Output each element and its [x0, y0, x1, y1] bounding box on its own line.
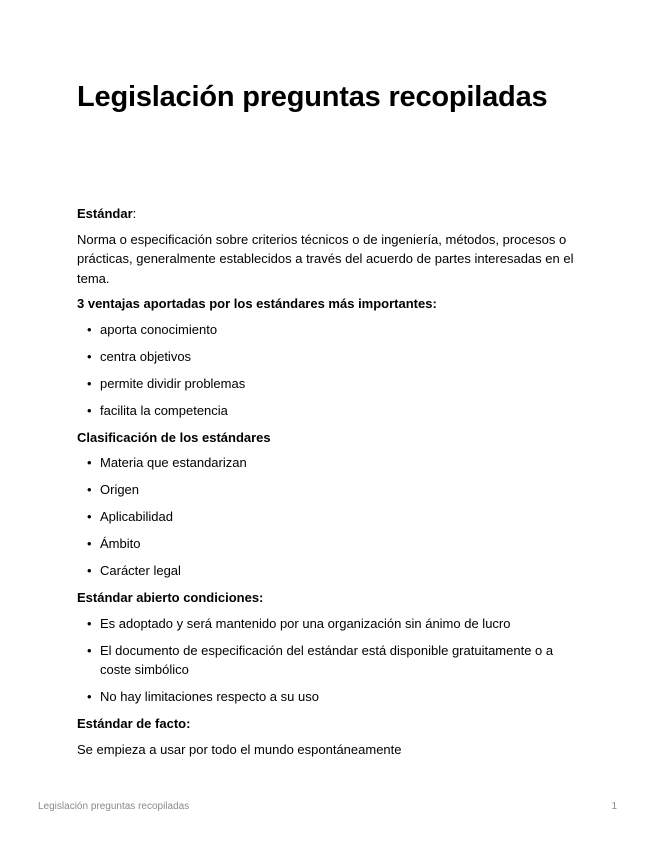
bullet-icon: • [87, 348, 92, 364]
list-item [77, 347, 577, 367]
bullet-icon: • [87, 509, 92, 524]
bullet-icon: • [87, 536, 92, 551]
list-item [77, 320, 577, 340]
list-item-text: permite dividir problemas [100, 375, 246, 391]
abierto-heading: Estándar abierto condiciones: [77, 590, 264, 605]
facto-heading: Estándar de facto: [77, 716, 191, 731]
list-item [77, 374, 577, 394]
bullet-icon: • [87, 321, 92, 337]
clasificacion-heading: Clasificación de los estándares [77, 429, 271, 445]
bullet-icon: • [87, 689, 92, 704]
clasificacion-list [77, 453, 577, 581]
estandar-colon: : [132, 206, 137, 221]
bullet-icon: • [87, 455, 92, 470]
list-item-text: El documento de especificación del estándar está disponible gratuitamente o a coste simbólico [100, 642, 554, 677]
bullet-icon: • [87, 375, 92, 391]
list-item-text: Aplicabilidad [100, 509, 173, 524]
bullet-icon: • [87, 402, 92, 418]
footer-title: Legislación preguntas recopiladas [38, 801, 190, 812]
list-item-text: No hay limitaciones respecto a su uso [100, 689, 319, 704]
bullet-icon: • [87, 642, 92, 658]
ventajas-list [77, 320, 577, 421]
list-item-text: aporta conocimiento [100, 321, 218, 337]
list-item-text: Origen [100, 482, 140, 497]
list-item [77, 561, 577, 581]
list-item-text: Es adoptado y será mantenido por una organización sin ánimo de lucro [100, 615, 511, 631]
list-item-text: facilita la competencia [100, 402, 228, 418]
bullet-icon: • [87, 615, 92, 631]
list-item [77, 480, 577, 500]
document-body [77, 204, 577, 765]
facto-text: Se empieza a usar por todo el mundo espontáneamente [77, 741, 402, 757]
list-item-text: Materia que estandarizan [100, 455, 247, 470]
bullet-icon: • [87, 482, 92, 497]
estandar-label-line [77, 204, 577, 224]
list-item [77, 614, 577, 634]
list-item-text: Ámbito [100, 536, 141, 551]
estandar-definition: Norma o especificación sobre criterios técnicos o de ingeniería, métodos, procesos o prácticas, generalmente establecidos a través del acuerdo de partes interesadas en el tema. [77, 231, 574, 286]
list-item [77, 507, 577, 527]
bullet-icon: • [87, 563, 92, 578]
list-item [77, 687, 577, 707]
abierto-list [77, 614, 577, 707]
page-title: Legislación preguntas recopiladas [77, 81, 548, 113]
ventajas-heading: 3 ventajas aportadas por los estándares más importantes: [77, 296, 437, 311]
footer-page-number: 1 [611, 801, 617, 812]
list-item [77, 401, 577, 421]
list-item-text: centra objetivos [100, 348, 192, 364]
estandar-label: Estándar [77, 206, 133, 221]
list-item [77, 534, 577, 554]
list-item [77, 453, 577, 473]
list-item [77, 641, 577, 680]
list-item-text: Carácter legal [100, 563, 181, 578]
